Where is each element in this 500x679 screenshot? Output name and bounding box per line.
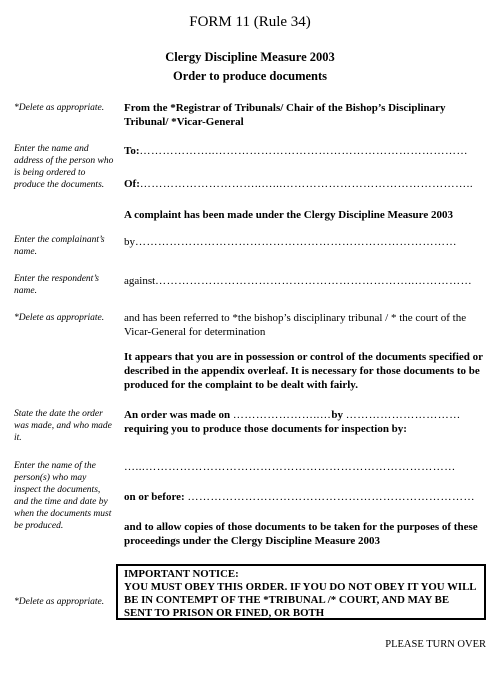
please-turn-over: PLEASE TURN OVER [385,639,486,650]
note-complainant: Enter the complainant’s name. [14,235,105,257]
respondent-field[interactable]: …………………………………………………………..…………… [155,275,473,287]
order-made-line [124,408,490,422]
note-delete-referred: *Delete as appropriate. [14,313,105,323]
to-line [124,144,490,158]
of-field[interactable]: …………………………..…...………………………………………….. [139,178,474,190]
referred-text: and has been referred to *the bishop’s disciplinary tribunal / * the court of the Vicar-General for determination [124,312,467,338]
important-notice-box [116,564,486,620]
possession-text: It appears that you are in possession or control of the documents specified or described in the appendix overleaf. It is necessary for those documents to be produced for the complaint to be dealt with fairly. [124,351,483,391]
note-state-date: State the date the order was made, and who made it. [14,409,112,443]
note-delete-from: *Delete as appropriate. [14,103,105,113]
note-enter-name-address: Enter the name and address of the person who is being ordered to produce the documents. [14,144,114,190]
respondent-line [124,274,490,288]
note-enter-person: Enter the name of the person(s) who may inspect the documents, and the time and date by when the documents must be produced. [14,461,112,531]
to-label: To: [124,145,140,157]
inspect-line [124,460,490,474]
notice-heading: IMPORTANT NOTICE: [124,568,239,580]
before-label: on or before: [124,491,185,503]
allow-text: and to allow copies of those documents to be taken for the purposes of these proceedings under the Clergy Discipline Measure 2003 [124,521,478,547]
form-title: FORM 11 (Rule 34) [189,14,311,30]
order-title: Order to produce documents [172,69,328,83]
complainant-field[interactable]: ………………………………………………………………………… [135,236,457,248]
complaint-statement: A complaint has been made under the Clergy Discipline Measure 2003 [124,209,453,221]
from-line: From the *Registrar of Tribunals/ Chair of the Bishop’s Disciplinary Tribunal/ *Vicar-General [124,102,446,128]
to-field[interactable]: ………………..………………………………………………………… [139,145,468,157]
order-date-field[interactable]: …………………..… [232,409,332,421]
order-by-label: by [331,409,344,421]
by-label: by [124,236,135,248]
before-field[interactable]: ………………………………………………………………… [187,491,475,503]
measure-title: Clergy Discipline Measure 2003 [165,50,335,64]
order-by-field[interactable]: ………………………… [345,409,461,421]
of-label: Of: [124,178,140,190]
note-respondent: Enter the respondent’s name. [14,274,99,296]
complainant-line [124,235,490,249]
against-label: against [124,275,156,287]
order-made-label: An order was made on [124,409,231,421]
before-line [124,490,490,504]
of-line [124,177,490,191]
inspector-field[interactable]: …...……………………………………………………………………… [124,461,456,473]
note-delete-notice: *Delete as appropriate. [14,597,105,607]
requiring-text: requiring you to produce those documents for inspection by: [124,423,407,435]
notice-text: YOU MUST OBEY THIS ORDER. IF YOU DO NOT OBEY IT YOU WILL BE IN CONTEMPT OF THE *TRIBUNAL /* COURT, AND MAY BE SENT TO PRISON OR FINED, OR BOTH [124,581,476,619]
